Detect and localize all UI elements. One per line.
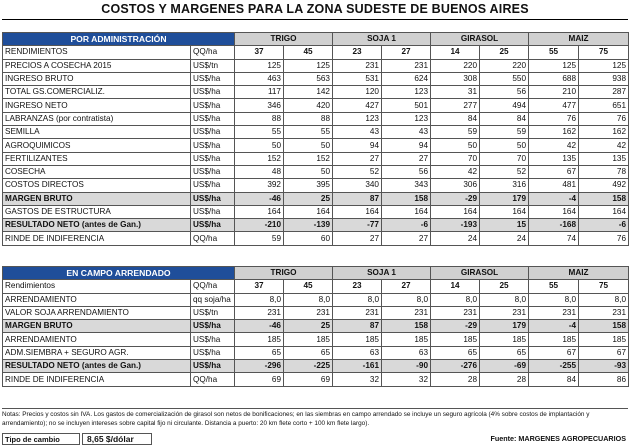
value-cell: 340	[333, 179, 382, 192]
exchange-rate-value: 8,65 $/dólar	[82, 433, 152, 445]
table-row	[3, 280, 629, 293]
value-cell: 231	[579, 306, 629, 319]
table-header-row	[3, 267, 629, 280]
value-cell: 84	[529, 373, 579, 386]
value-cell: 75	[579, 280, 629, 293]
row-label: SEMILLA	[3, 126, 191, 139]
value-cell: 86	[579, 373, 629, 386]
value-cell: 164	[431, 205, 480, 218]
value-cell: 117	[235, 86, 284, 99]
crop-header: SOJA 1	[333, 33, 431, 46]
row-label: RINDE DE INDIFERENCIA	[3, 373, 191, 386]
value-cell: 25	[284, 192, 333, 205]
value-cell: 231	[235, 306, 284, 319]
value-cell: 27	[382, 280, 431, 293]
table-row	[3, 139, 629, 152]
value-cell: -139	[284, 219, 333, 232]
value-cell: 63	[382, 346, 431, 359]
leased-field-costs-table	[2, 266, 629, 387]
value-cell: -29	[431, 320, 480, 333]
value-cell: 158	[382, 192, 431, 205]
value-cell: 55	[284, 126, 333, 139]
row-label: ARRENDAMIENTO	[3, 333, 191, 346]
value-cell: 164	[480, 205, 529, 218]
table-row	[3, 99, 629, 112]
value-cell: 125	[235, 59, 284, 72]
value-cell: -69	[480, 360, 529, 373]
value-cell: 15	[480, 219, 529, 232]
crop-header: MAIZ	[529, 267, 629, 280]
source-text: Fuente: MARGENES AGROPECUARIOS	[490, 434, 626, 443]
table-row	[3, 86, 629, 99]
row-unit: US$/ha	[191, 192, 235, 205]
value-cell: 152	[235, 152, 284, 165]
value-cell: 56	[480, 86, 529, 99]
value-cell: 70	[431, 152, 480, 165]
row-label: Rendimientos	[3, 280, 191, 293]
value-cell: 8,0	[235, 293, 284, 306]
value-cell: 463	[235, 72, 284, 85]
value-cell: -46	[235, 192, 284, 205]
value-cell: 123	[333, 112, 382, 125]
table-row	[3, 165, 629, 178]
value-cell: 27	[333, 152, 382, 165]
value-cell: 28	[480, 373, 529, 386]
value-cell: 59	[431, 126, 480, 139]
row-unit: US$/ha	[191, 320, 235, 333]
value-cell: 55	[529, 46, 579, 59]
row-label: RESULTADO NETO (antes de Gan.)	[3, 219, 191, 232]
value-cell: 50	[235, 139, 284, 152]
table-row	[3, 373, 629, 386]
row-unit: US$/ha	[191, 333, 235, 346]
row-unit: US$/ha	[191, 126, 235, 139]
table-row	[3, 152, 629, 165]
value-cell: 395	[284, 179, 333, 192]
value-cell: -6	[382, 219, 431, 232]
value-cell: 42	[431, 165, 480, 178]
row-unit: US$/ha	[191, 205, 235, 218]
table-row	[3, 232, 629, 245]
value-cell: 27	[382, 232, 431, 245]
value-cell: 76	[579, 112, 629, 125]
table-row	[3, 320, 629, 333]
table-row	[3, 192, 629, 205]
value-cell: -4	[529, 320, 579, 333]
value-cell: 158	[382, 320, 431, 333]
value-cell: -193	[431, 219, 480, 232]
value-cell: 125	[579, 59, 629, 72]
value-cell: 8,0	[529, 293, 579, 306]
value-cell: 88	[284, 112, 333, 125]
value-cell: 420	[284, 99, 333, 112]
value-cell: 158	[579, 192, 629, 205]
value-cell: 42	[529, 139, 579, 152]
value-cell: -90	[382, 360, 431, 373]
value-cell: 48	[235, 165, 284, 178]
value-cell: 179	[480, 320, 529, 333]
value-cell: 185	[382, 333, 431, 346]
value-cell: 185	[333, 333, 382, 346]
value-cell: 651	[579, 99, 629, 112]
value-cell: 164	[284, 205, 333, 218]
value-cell: 31	[431, 86, 480, 99]
table-row	[3, 126, 629, 139]
row-unit: US$/ha	[191, 99, 235, 112]
value-cell: 164	[529, 205, 579, 218]
value-cell: -29	[431, 192, 480, 205]
value-cell: 67	[529, 165, 579, 178]
row-label: COSTOS DIRECTOS	[3, 179, 191, 192]
value-cell: 65	[284, 346, 333, 359]
value-cell: 69	[284, 373, 333, 386]
crop-header: TRIGO	[235, 267, 333, 280]
value-cell: 123	[382, 112, 431, 125]
crop-header: SOJA 1	[333, 267, 431, 280]
value-cell: 23	[333, 280, 382, 293]
page-title: COSTOS Y MARGENES PARA LA ZONA SUDESTE DE BUENOS AIRES	[101, 2, 529, 16]
value-cell: -4	[529, 192, 579, 205]
value-cell: 23	[333, 46, 382, 59]
value-cell: 164	[333, 205, 382, 218]
value-cell: 162	[529, 126, 579, 139]
row-label: AGROQUIMICOS	[3, 139, 191, 152]
row-label: RESULTADO NETO (antes de Gan.)	[3, 360, 191, 373]
value-cell: 185	[579, 333, 629, 346]
table-row	[3, 72, 629, 85]
value-cell: -168	[529, 219, 579, 232]
value-cell: 492	[579, 179, 629, 192]
value-cell: 37	[235, 280, 284, 293]
value-cell: -276	[431, 360, 480, 373]
value-cell: 32	[333, 373, 382, 386]
row-unit: US$/ha	[191, 152, 235, 165]
value-cell: 481	[529, 179, 579, 192]
value-cell: 32	[382, 373, 431, 386]
value-cell: -255	[529, 360, 579, 373]
value-cell: 76	[529, 112, 579, 125]
value-cell: 24	[480, 232, 529, 245]
value-cell: 550	[480, 72, 529, 85]
row-label: ARRENDAMIENTO	[3, 293, 191, 306]
table-row	[3, 346, 629, 359]
row-unit: QQ/ha	[191, 46, 235, 59]
value-cell: 123	[382, 86, 431, 99]
value-cell: 28	[431, 373, 480, 386]
table-row	[3, 205, 629, 218]
value-cell: 50	[431, 139, 480, 152]
value-cell: 135	[579, 152, 629, 165]
row-label: MARGEN BRUTO	[3, 320, 191, 333]
value-cell: 27	[333, 232, 382, 245]
value-cell: 8,0	[579, 293, 629, 306]
crop-header: GIRASOL	[431, 267, 529, 280]
row-unit: US$/ha	[191, 86, 235, 99]
value-cell: 231	[284, 306, 333, 319]
value-cell: 45	[284, 280, 333, 293]
value-cell: 52	[480, 165, 529, 178]
row-label: INGRESO BRUTO	[3, 72, 191, 85]
value-cell: -296	[235, 360, 284, 373]
value-cell: 162	[579, 126, 629, 139]
value-cell: 50	[284, 165, 333, 178]
value-cell: 185	[235, 333, 284, 346]
value-cell: 84	[431, 112, 480, 125]
row-label: INGRESO NETO	[3, 99, 191, 112]
value-cell: 70	[480, 152, 529, 165]
value-cell: -225	[284, 360, 333, 373]
value-cell: 231	[333, 306, 382, 319]
row-unit: US$/tn	[191, 306, 235, 319]
value-cell: -6	[579, 219, 629, 232]
value-cell: 74	[529, 232, 579, 245]
value-cell: 65	[431, 346, 480, 359]
value-cell: 308	[431, 72, 480, 85]
value-cell: 220	[480, 59, 529, 72]
value-cell: -161	[333, 360, 382, 373]
value-cell: 94	[382, 139, 431, 152]
row-unit: US$/ha	[191, 72, 235, 85]
row-unit: US$/ha	[191, 179, 235, 192]
value-cell: 69	[235, 373, 284, 386]
table-row	[3, 333, 629, 346]
row-unit: qq soja/ha	[191, 293, 235, 306]
title-divider	[2, 19, 628, 20]
value-cell: 50	[480, 139, 529, 152]
value-cell: 14	[431, 46, 480, 59]
value-cell: 185	[284, 333, 333, 346]
row-unit: QQ/ha	[191, 232, 235, 245]
section-header: POR ADMINISTRACIÓN	[3, 33, 235, 46]
footer	[2, 432, 628, 446]
value-cell: 392	[235, 179, 284, 192]
value-cell: 84	[480, 112, 529, 125]
value-cell: 25	[284, 320, 333, 333]
value-cell: 8,0	[382, 293, 431, 306]
value-cell: 231	[431, 306, 480, 319]
row-label: GASTOS DE ESTRUCTURA	[3, 205, 191, 218]
value-cell: 135	[529, 152, 579, 165]
table-row	[3, 112, 629, 125]
value-cell: 43	[382, 126, 431, 139]
row-label: VALOR SOJA ARRENDAMIENTO	[3, 306, 191, 319]
table-row	[3, 59, 629, 72]
value-cell: 231	[333, 59, 382, 72]
value-cell: 55	[235, 126, 284, 139]
row-label: RENDIMIENTOS	[3, 46, 191, 59]
value-cell: 50	[284, 139, 333, 152]
value-cell: 164	[382, 205, 431, 218]
row-unit: US$/ha	[191, 219, 235, 232]
value-cell: 63	[333, 346, 382, 359]
value-cell: 8,0	[284, 293, 333, 306]
value-cell: 164	[235, 205, 284, 218]
value-cell: 37	[235, 46, 284, 59]
value-cell: 43	[333, 126, 382, 139]
row-unit: QQ/ha	[191, 373, 235, 386]
value-cell: 287	[579, 86, 629, 99]
value-cell: 306	[431, 179, 480, 192]
row-label: PRECIOS A COSECHA 2015	[3, 59, 191, 72]
value-cell: 27	[382, 46, 431, 59]
value-cell: 494	[480, 99, 529, 112]
value-cell: 231	[382, 306, 431, 319]
value-cell: 25	[480, 280, 529, 293]
value-cell: 94	[333, 139, 382, 152]
value-cell: 501	[382, 99, 431, 112]
value-cell: 25	[480, 46, 529, 59]
table-header-row	[3, 33, 629, 46]
value-cell: 56	[382, 165, 431, 178]
value-cell: 158	[579, 320, 629, 333]
value-cell: 316	[480, 179, 529, 192]
value-cell: 688	[529, 72, 579, 85]
table-row	[3, 306, 629, 319]
value-cell: 67	[579, 346, 629, 359]
value-cell: 75	[579, 46, 629, 59]
value-cell: 59	[480, 126, 529, 139]
row-unit: US$/tn	[191, 59, 235, 72]
crop-header: GIRASOL	[431, 33, 529, 46]
value-cell: 120	[333, 86, 382, 99]
value-cell: -93	[579, 360, 629, 373]
value-cell: 65	[235, 346, 284, 359]
value-cell: 210	[529, 86, 579, 99]
value-cell: 185	[529, 333, 579, 346]
table-row	[3, 46, 629, 59]
value-cell: 87	[333, 192, 382, 205]
value-cell: 52	[333, 165, 382, 178]
value-cell: 220	[431, 59, 480, 72]
row-unit: US$/ha	[191, 346, 235, 359]
value-cell: 477	[529, 99, 579, 112]
row-unit: US$/ha	[191, 360, 235, 373]
value-cell: 231	[382, 59, 431, 72]
crop-header: MAIZ	[529, 33, 629, 46]
value-cell: 78	[579, 165, 629, 178]
value-cell: 76	[579, 232, 629, 245]
value-cell: 42	[579, 139, 629, 152]
value-cell: 8,0	[480, 293, 529, 306]
value-cell: 27	[382, 152, 431, 165]
table-row	[3, 219, 629, 232]
row-unit: QQ/ha	[191, 280, 235, 293]
row-label: TOTAL GS.COMERCIALIZ.	[3, 86, 191, 99]
value-cell: 60	[284, 232, 333, 245]
value-cell: 624	[382, 72, 431, 85]
table-row	[3, 179, 629, 192]
value-cell: 8,0	[431, 293, 480, 306]
value-cell: 346	[235, 99, 284, 112]
value-cell: 8,0	[333, 293, 382, 306]
value-cell: 179	[480, 192, 529, 205]
value-cell: 231	[529, 306, 579, 319]
value-cell: -77	[333, 219, 382, 232]
row-label: RINDE DE INDIFERENCIA	[3, 232, 191, 245]
value-cell: 14	[431, 280, 480, 293]
value-cell: -210	[235, 219, 284, 232]
value-cell: 88	[235, 112, 284, 125]
value-cell: 65	[480, 346, 529, 359]
row-label: MARGEN BRUTO	[3, 192, 191, 205]
row-label: ADM.SIEMBRA + SEGURO AGR.	[3, 346, 191, 359]
value-cell: 59	[235, 232, 284, 245]
exchange-rate-label: Tipo de cambio	[2, 433, 80, 445]
value-cell: 67	[529, 346, 579, 359]
value-cell: 24	[431, 232, 480, 245]
table-row	[3, 293, 629, 306]
value-cell: -46	[235, 320, 284, 333]
notes-text: Notas: Precios y costos sin IVA. Los gastos de comercialización de girasol son netos de bonificaciones; en las siembras en campo arrendado se incluye un seguro agrícola (4% sobre costos de implantación y arrendamiento); no se incluyen intereses sobre capital fijo ni circulante. Distancia a puerto: 20 km flete corto + 100 km flete largo).	[2, 408, 628, 428]
value-cell: 938	[579, 72, 629, 85]
value-cell: 125	[529, 59, 579, 72]
table-row	[3, 360, 629, 373]
value-cell: 185	[480, 333, 529, 346]
row-unit: US$/ha	[191, 112, 235, 125]
row-unit: US$/ha	[191, 139, 235, 152]
value-cell: 277	[431, 99, 480, 112]
row-unit: US$/ha	[191, 165, 235, 178]
value-cell: 152	[284, 152, 333, 165]
value-cell: 231	[480, 306, 529, 319]
value-cell: 185	[431, 333, 480, 346]
section-header: EN CAMPO ARRENDADO	[3, 267, 235, 280]
crop-header: TRIGO	[235, 33, 333, 46]
value-cell: 427	[333, 99, 382, 112]
value-cell: 164	[579, 205, 629, 218]
value-cell: 87	[333, 320, 382, 333]
row-label: FERTILIZANTES	[3, 152, 191, 165]
value-cell: 45	[284, 46, 333, 59]
value-cell: 343	[382, 179, 431, 192]
value-cell: 563	[284, 72, 333, 85]
value-cell: 55	[529, 280, 579, 293]
row-label: COSECHA	[3, 165, 191, 178]
value-cell: 125	[284, 59, 333, 72]
value-cell: 142	[284, 86, 333, 99]
row-label: LABRANZAS (por contratista)	[3, 112, 191, 125]
value-cell: 531	[333, 72, 382, 85]
administration-costs-table	[2, 32, 629, 246]
